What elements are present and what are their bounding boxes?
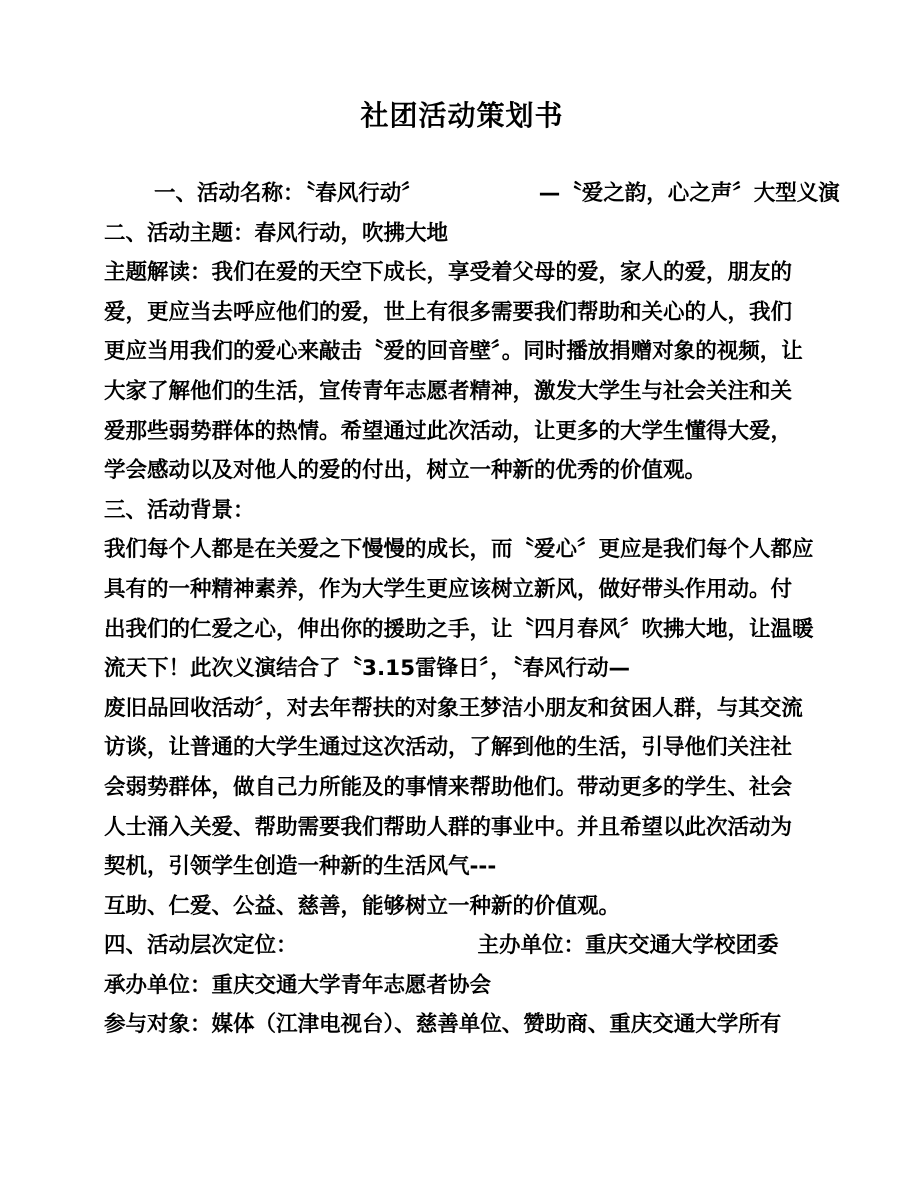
document-line (104, 649, 820, 689)
document-line (104, 887, 820, 927)
document-line (104, 926, 820, 966)
document-line (104, 372, 820, 412)
document-line-text: 二、活动主题：春风行动，吹拂大地 (104, 220, 449, 246)
document-line-text: 废旧品回收活动〞，对去年帮扶的对象王梦洁小朋友和贫困人群，与其交流 (104, 695, 803, 721)
document-line-text: 流天下！此次义演结合了〝3.15雷锋日〞，〝春风行动— (104, 656, 631, 682)
document-line (104, 253, 820, 293)
document-line (104, 570, 820, 610)
document-line-text: 大家了解他们的生活，宣传青年志愿者精神，激发大学生与社会关注和关 (104, 378, 793, 404)
document-line-text: 爱，更应当去呼应他们的爱，世上有很多需要我们帮助和关心的人，我们 (104, 299, 793, 325)
document-line-text: 更应当用我们的爱心来敲击〝爱的回音壁〞。同时播放捐赠对象的视频，让 (104, 339, 803, 365)
document-line-text: 爱那些弱势群体的热情。希望通过此次活动，让更多的大学生懂得大爱， (104, 418, 793, 444)
document-line-text: 参与对象：媒体（江津电视台）、慈善单位、赞助商、重庆交通大学所有 (104, 1012, 782, 1038)
document-line-text: 具有的一种精神素养，作为大学生更应该树立新风，做好带头作用动。付 (104, 576, 793, 602)
document-line-text: 会弱势群体，做自己力所能及的事情来帮助他们。带动更多的学生、社会 (104, 774, 793, 800)
document-line (104, 332, 820, 372)
document-line (104, 728, 820, 768)
document-line (104, 689, 820, 729)
document-line (104, 610, 820, 650)
document-line (104, 530, 820, 570)
document-line-text: 访谈，让普通的大学生通过这次活动，了解到他的生活，引导他们关注社 (104, 735, 793, 761)
document-line (104, 1005, 820, 1045)
document-line-text: 契机，引领学生创造一种新的生活风气--- (104, 854, 497, 880)
document-line (104, 174, 840, 214)
document-line (104, 847, 820, 887)
document-line (104, 966, 820, 1006)
document-line-tail: —〝爱之韵，心之声〞大型义演 (538, 181, 840, 206)
document-line-text: 一、活动名称：〝春风行动〞 (154, 181, 423, 206)
document-line-text: 三、活动背景： (104, 497, 255, 523)
document-text-block (104, 174, 840, 1045)
document-line-text: 我们每个人都是在关爱之下慢慢的成长，而〝爱心〞更应是我们每个人都应 (104, 537, 814, 563)
document-line (104, 808, 820, 848)
document-line (104, 491, 820, 531)
document-body (104, 0, 840, 1045)
document-line (104, 768, 820, 808)
document-line-text: 出我们的仁爱之心，伸出你的援助之手，让〝四月春风〞吹拂大地，让温暖 (104, 616, 814, 642)
document-line (104, 214, 820, 254)
document-line-tail: 主办单位：重庆交通大学校团委 (477, 933, 779, 959)
document-line-text: 学会感动以及对他人的爱的付出，树立一种新的优秀的价值观。 (104, 458, 707, 484)
document-line-text: 四、活动层次定位： (104, 933, 298, 959)
document-line-text: 承办单位：重庆交通大学青年志愿者协会 (104, 972, 492, 998)
page-title: 社团活动策划书 (360, 99, 564, 132)
document-line (104, 293, 820, 333)
document-line-text: 主题解读：我们在爱的天空下成长，享受着父母的爱，家人的爱，朋友的 (104, 260, 793, 286)
document-line-text: 人士涌入关爱、帮助需要我们帮助人群的事业中。并且希望以此次活动为 (104, 814, 793, 840)
document-line (104, 412, 820, 452)
document-line (104, 451, 820, 491)
document-line-text: 互助、仁爱、公益、慈善，能够树立一种新的价值观。 (104, 893, 621, 919)
